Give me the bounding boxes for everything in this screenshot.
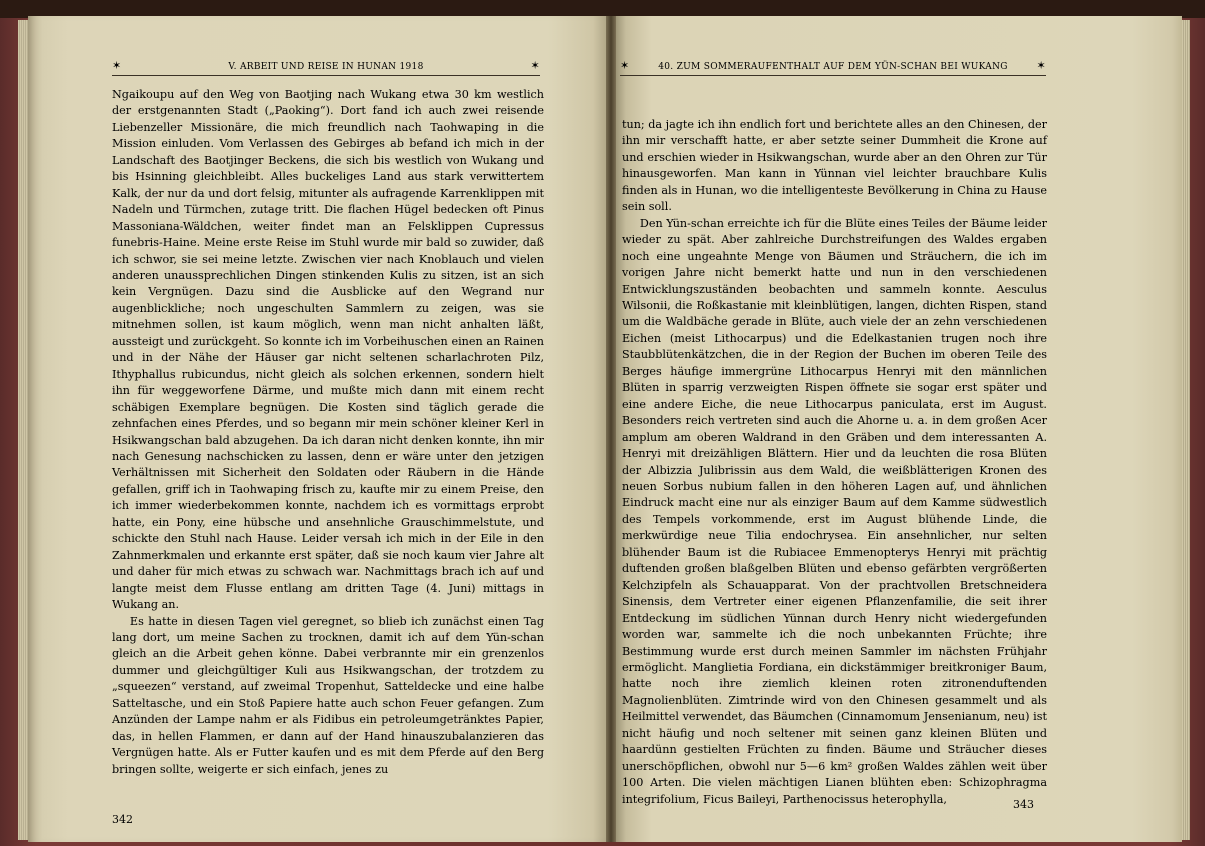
left-body-text — [112, 87, 544, 778]
right-body-text — [622, 117, 1047, 808]
page-number-right: 343 — [1013, 798, 1034, 811]
right-running-header — [620, 61, 1046, 75]
star-ornament-icon: ✶ — [530, 59, 540, 72]
left-running-header — [112, 61, 540, 75]
header-rule — [620, 75, 1046, 76]
header-rule — [112, 75, 540, 76]
book-gutter — [606, 16, 616, 842]
star-ornament-icon: ✶ — [112, 59, 122, 72]
paragraph: Den Yün-schan erreichte ich für die Blüte eines Teiles der Bäume leider wieder zu spät. Aber zahlreiche Durchstreifungen des Waldes ergaben noch eine ungeahnte Menge von Bäumen und Sträuchern, die ich im vorigen Jahre nicht bemerkt hatte und nun in den verschiedenen Entwicklungszuständen beobachten und sammeln konnte. Aesculus Wilsonii, die Roßkastanie mit kleinblütigen, langen, dichten Rispen, stand um die Waldbäche gerade in Blüte, auch viele der an zehn verschiedenen Eichen (meist Lithocarpus) und die Edelkastanien trugen noch ihre Staubblütenkätzchen, die in der Region der Buchen im oberen Teile des Berges häufige immergrüne Lithocarpus Henryi mit den männlichen Blüten in sparrig verzweigten Rispen öffnete sie sogar erst später und eine andere Eiche, die neue Lithocarpus paniculata, erst im August. Besonders reich vertreten sind auch die Ahorne u. a. in dem großen Acer amplum am oberen Waldrand in den Gräben und dem interessanten A. Henryi mit dreizähligen Blättern. Hier und da leuchten die rosa Blüten der Albizzia Julibrissin aus dem Wald, die weißblätterigen Kronen des neuen Sorbus nubium fallen in den höheren Lagen auf, und ähnlichen Eindruck macht eine nur als einziger Baum auf dem Kamme südwestlich des Tempels vorkommende, erst im August blühende Linde, die merkwürdige neue Tilia endochrysea. Ein ansehnlicher, nur selten blühender Baum ist die Rubiacee Emmenopterys Henryi mit prächtig duftenden großen blaßgelben Blüten und ebenso gefärbten vergrößerten Kelchzipfeln als Schauapparat. Von der prachtvollen Bretschneidera Sinensis, dem Vertreter einer eigenen Pflanzenfamilie, die seit ihrer Entdeckung im südlichen Yünnan durch Henry nicht wiedergefunden worden war, sammelte ich die noch unbekannten Früchte; ihre Bestimmung wurde erst durch meinen Sammler im nächsten Frühjahr ermöglicht. Manglietia Fordiana, ein dickstämmiger breitkroniger Baum, hatte noch ihre ziemlich kleinen roten zitronenduftenden Magnolienblüten. Zimtrinde wird von den Chinesen gesammelt und als Heilmittel verwendet, das Bäumchen (Cinnamomum Jensenianum, neu) ist nicht häufig und noch seltener mit seinen ganz kleinen Blüten und haardünn gestielten Früchten zu finden. Bäume und Sträucher dieses unerschöpflichen, obwohl nur 5—6 km² großen Waldes zählen weit über 100 Arten. Die vielen mächtigen Lianen blühten eben: Schizophragma integrifolium, Ficus Baileyi, Parthenocissus heterophylla, — [622, 216, 1047, 806]
left-header-title: V. ARBEIT UND REISE IN HUNAN 1918 — [228, 62, 424, 72]
page-number-left: 342 — [112, 813, 133, 826]
star-ornament-icon: ✶ — [1036, 59, 1046, 72]
star-ornament-icon: ✶ — [620, 59, 630, 72]
paragraph: Es hatte in diesen Tagen viel geregnet, so blieb ich zunächst einen Tag lang dort, um meine Sachen zu trocknen, damit ich auf dem Yün-schan gleich an die Arbeit gehen könne. Dabei verbrannte mir ein grenzenlos dummer und gleichgültiger Kuli aus Hsikwangschan, der trotzdem zu „squeezen“ verstand, auf zweimal Tropenhut, Satteldecke und eine halbe Satteltasche, und ein Stoß Papiere hatte auch schon Feuer gefangen. Zum Anzünden der Lampe nahm er als Fidibus ein petroleumgetränktes Papier, das, in hellen Flammen, er dann auf der Hand hinauszubalanzieren das Vergnügen hatte. Als er Futter kaufen und es mit dem Pferde auf den Berg bringen sollte, weigerte er sich einfach, jenes zu — [112, 614, 544, 776]
paragraph: Ngaikoupu auf den Weg von Baotjing nach Wukang etwa 30 km westlich der erstgenannten Stadt („Paoking“). Dort fand ich auch zwei reisende Liebenzeller Missionäre, die mich freundlich nach Taohwaping in die Mission einluden. Vom Verlassen des Gebirges ab befand ich mich in der Landschaft des Baotjinger Beckens, die sich bis westlich von Wukang und bis Hsinning gleichbleibt. Alles buckeliges Land aus stark verwittertem Kalk, der nur da und dort felsig, mitunter als aufragende Karrenklippen mit Nadeln und Türmchen, zutage tritt. Die flachen Hügel bedecken oft Pinus Massoniana-Wäldchen, weiter findet man an Felsklippen Cupressus funebris-Haine. Meine erste Reise im Stuhl wurde mir bald so zuwider, daß ich schwor, sie sei meine letzte. Zwischen vier nach Knoblauch und vielen anderen unaussprechlichen Dingen stinkenden Kulis zu sitzen, ist an sich kein Vergnügen. Dazu sind die Ausblicke auf den Wegrand nur augenblickliche; noch ungeschulten Sammlern zu zeigen, was sie mitnehmen sollen, ist kaum möglich, wenn man nicht anhalten läßt, aussteigt und zurückgeht. So konnte ich im Vorbeihuschen einen an Rainen und in der Nähe der Häuser gar nicht seltenen scharlachroten Pilz, Ithyphallus rubicundus, nicht gleich als solchen erkennen, sondern hielt ihn für weggeworfene Därme, und mußte mich dann mit einem recht schäbigen Exemplare begnügen. Die Kosten sind täglich gerade die zehnfachen eines Pferdes, und so begann mir mein schöner kleiner Kerl in Hsikwangschan bald abzugehen. Da ich daran nicht denken konnte, ihn mir nach Genesung nachschicken zu lassen, denn er wäre unter den jetzigen Verhältnissen mit Sicherheit den Soldaten oder Räubern in die Hände gefallen, griff ich in Taohwaping frisch zu, kaufte mir zu einem Preise, den ich immer wiederbekommen konnte, nachdem ich es vormittags erprobt hatte, ein Pony, eine hübsche und ansehnliche Grauschimmelstute, und schickte den Stuhl nach Hause. Leider versah ich mich in der Eile in den Zahnmerkmalen und erkannte erst später, daß sie noch kaum vier Jahre alt und daher für mich etwas zu schwach war. Nachmittags brach ich auf und langte meist dem Flusse entlang am dritten Tage (4. Juni) mittags in Wukang an. — [112, 88, 544, 612]
right-header-title: 40. ZUM SOMMERAUFENTHALT AUF DEM YÜN-SCHAN BEI WUKANG — [658, 62, 1008, 72]
paragraph: tun; da jagte ich ihn endlich fort und berichtete alles an den Chinesen, der ihn mir verschafft hatte, er aber setzte seiner Dummheit die Krone auf und erschien wieder in Hsikwangschan, wurde aber an den Ohren zur Tür hinausgeworfen. Man kann in Yünnan viel leichter brauchbare Kulis finden als in Hunan, wo die intelligenteste Bevölkerung in China zu Hause sein soll. — [622, 118, 1047, 214]
